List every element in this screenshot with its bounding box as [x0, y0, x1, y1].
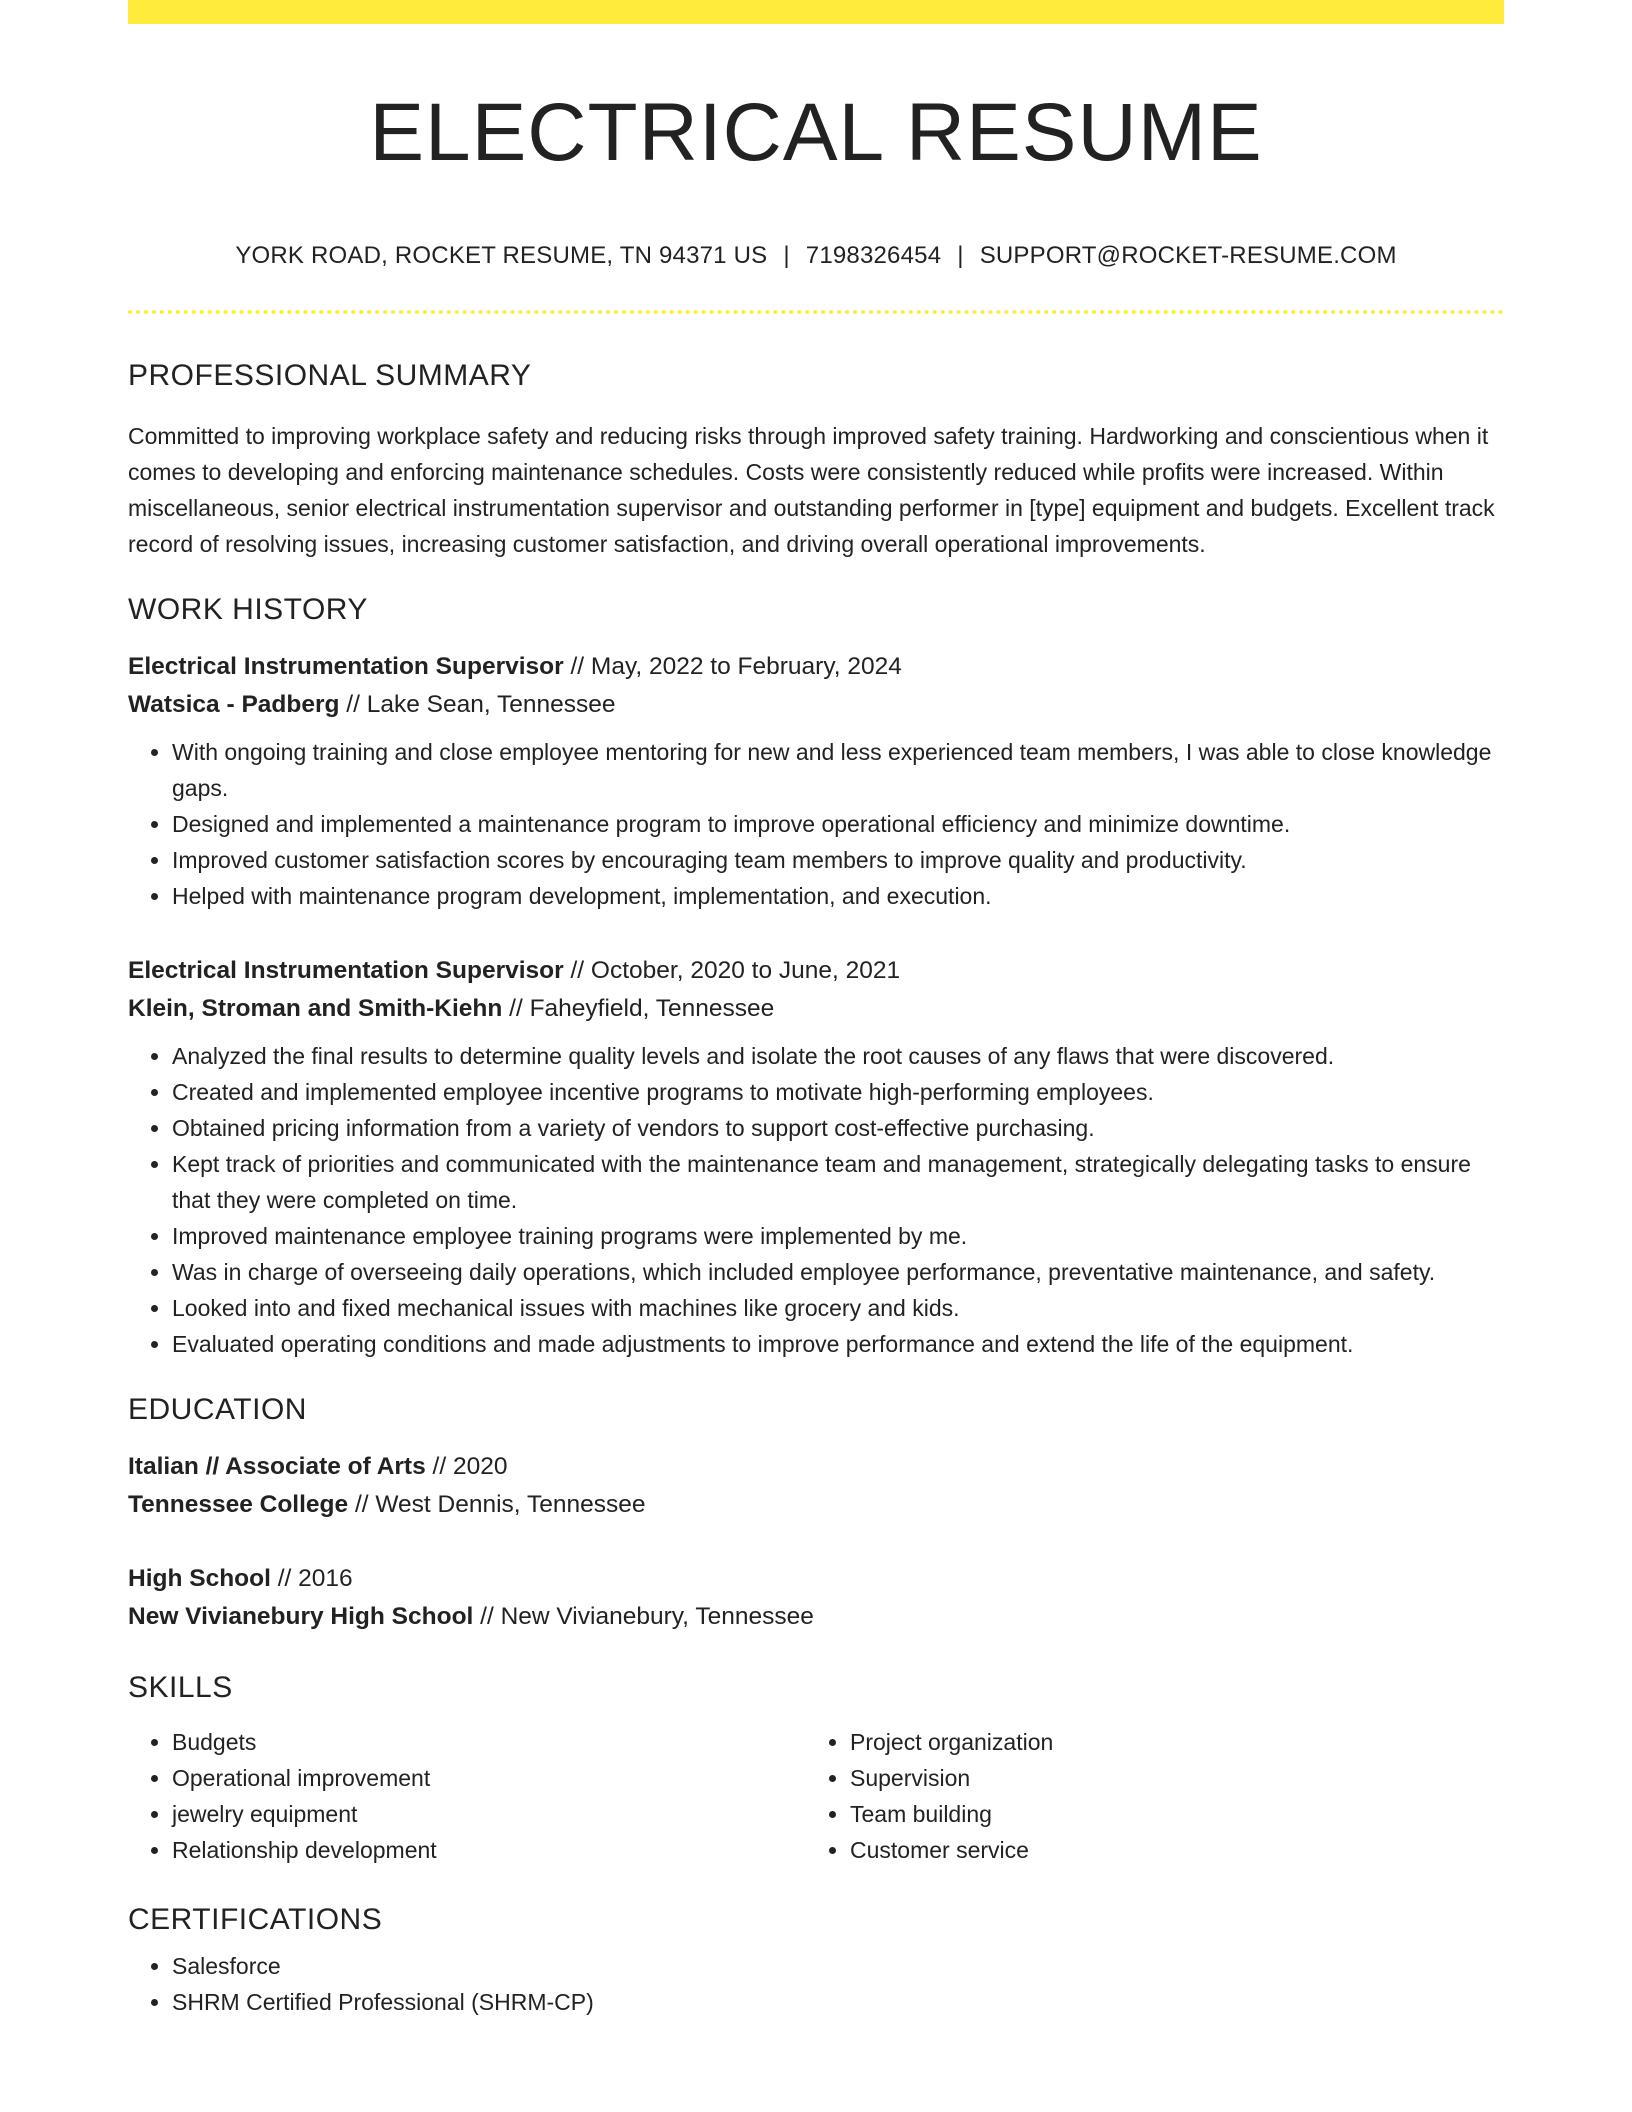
school-location: // West Dennis, Tennessee — [348, 1490, 646, 1518]
degree-year: // 2020 — [425, 1452, 508, 1480]
job-title-line — [128, 952, 1504, 990]
job-dates: // October, 2020 to June, 2021 — [563, 956, 901, 984]
school-line — [128, 1598, 1504, 1636]
list-item: • Was in charge of overseeing daily operations, which included employee performance, preventative maintenance, and safety. — [172, 1254, 1504, 1290]
certifications-heading: CERTIFICATIONS — [128, 1902, 383, 1936]
job-role: Electrical Instrumentation Supervisor — [128, 956, 564, 984]
list-item: • Kept track of priorities and communicated with the maintenance team and management, strategically delegating tasks to ensure that they were completed on time. — [172, 1146, 1504, 1218]
contact-separator: | — [957, 242, 964, 270]
job-entry — [128, 648, 1504, 914]
school-line — [128, 1486, 1504, 1524]
job-bullets — [128, 734, 1504, 914]
list-item: • SHRM Certified Professional (SHRM-CP) — [172, 1984, 1504, 2020]
list-item: • Team building — [850, 1796, 1484, 1832]
list-item: • jewelry equipment — [172, 1796, 806, 1832]
summary-section — [128, 358, 1504, 562]
list-item: • Relationship development — [172, 1832, 806, 1868]
job-company-line — [128, 686, 1504, 724]
education-section — [128, 1392, 1504, 1636]
school-location: // New Vivianebury, Tennessee — [473, 1602, 814, 1630]
job-role: Electrical Instrumentation Supervisor — [128, 652, 564, 680]
skills-column-right — [806, 1724, 1484, 1868]
certifications-section — [128, 1902, 1504, 2020]
list-item: • Designed and implemented a maintenance program to improve operational efficiency and minimize downtime. — [172, 806, 1504, 842]
skills-heading: SKILLS — [128, 1670, 233, 1704]
list-item: • Helped with maintenance program development, implementation, and execution. — [172, 878, 1504, 914]
list-item: • Improved maintenance employee training programs were implemented by me. — [172, 1218, 1504, 1254]
resume-page — [128, 0, 1504, 2020]
degree-line — [128, 1448, 1504, 1486]
job-title-line — [128, 648, 1504, 686]
dotted-divider — [128, 310, 1504, 314]
job-bullets — [128, 1038, 1504, 1362]
list-item: • Improved customer satisfaction scores by encouraging team members to improve quality and productivity. — [172, 842, 1504, 878]
job-dates: // May, 2022 to February, 2024 — [563, 652, 902, 680]
skills-column-left — [128, 1724, 806, 1868]
degree: Italian // Associate of Arts — [128, 1452, 426, 1480]
accent-top-bar — [128, 0, 1504, 24]
resume-title: ELECTRICAL RESUME — [369, 87, 1263, 178]
contact-line — [128, 240, 1504, 271]
degree-year: // 2016 — [270, 1564, 353, 1592]
degree-line — [128, 1560, 1504, 1598]
work-history-section — [128, 592, 1504, 1362]
job-entry — [128, 952, 1504, 1362]
education-entry — [128, 1560, 1504, 1636]
list-item: • Supervision — [850, 1760, 1484, 1796]
job-company: Watsica - Padberg — [128, 690, 340, 718]
job-company: Klein, Stroman and Smith-Kiehn — [128, 994, 503, 1022]
contact-separator: | — [783, 242, 790, 270]
list-item: • Project organization — [850, 1724, 1484, 1760]
list-item: • Salesforce — [172, 1948, 1504, 1984]
summary-text: Committed to improving workplace safety and reducing risks through improved safety training. Hardworking and conscientious when it comes to developing and enforcing maintenance schedules. Costs were consistently reduced while profits were increased. Within miscellaneous, senior electrical instrumentation supervisor and outstanding performer in [type] equipment and budgets. Excellent track record of resolving issues, increasing customer satisfaction, and driving overall operational improvements. — [128, 422, 1495, 557]
list-item: • With ongoing training and close employee mentoring for new and less experienced team members, I was able to close knowledge gaps. — [172, 734, 1504, 806]
skills-grid — [128, 1724, 1504, 1868]
list-item: • Created and implemented employee incentive programs to motivate high-performing employees. — [172, 1074, 1504, 1110]
degree: High School — [128, 1564, 271, 1592]
contact-email: SUPPORT@ROCKET-RESUME.COM — [979, 242, 1397, 270]
job-location: // Faheyfield, Tennessee — [502, 994, 775, 1022]
list-item: • Analyzed the final results to determine quality levels and isolate the root causes of any flaws that were discovered. — [172, 1038, 1504, 1074]
certifications-list — [128, 1948, 1504, 2020]
list-item: • Obtained pricing information from a variety of vendors to support cost-effective purchasing. — [172, 1110, 1504, 1146]
contact-address: YORK ROAD, ROCKET RESUME, TN 94371 US — [235, 242, 768, 270]
school: Tennessee College — [128, 1490, 349, 1518]
job-company-line — [128, 990, 1504, 1028]
contact-phone: 7198326454 — [805, 242, 942, 270]
education-entry — [128, 1448, 1504, 1524]
list-item: • Looked into and fixed mechanical issues with machines like grocery and kids. — [172, 1290, 1504, 1326]
work-history-heading: WORK HISTORY — [128, 592, 368, 626]
list-item: • Customer service — [850, 1832, 1484, 1868]
school: New Vivianebury High School — [128, 1602, 474, 1630]
job-location: // Lake Sean, Tennessee — [339, 690, 616, 718]
skills-section — [128, 1670, 1504, 1868]
education-heading: EDUCATION — [128, 1392, 307, 1426]
list-item: • Budgets — [172, 1724, 806, 1760]
list-item: • Operational improvement — [172, 1760, 806, 1796]
summary-heading: PROFESSIONAL SUMMARY — [128, 358, 532, 392]
list-item: • Evaluated operating conditions and made adjustments to improve performance and extend the life of the equipment. — [172, 1326, 1504, 1362]
